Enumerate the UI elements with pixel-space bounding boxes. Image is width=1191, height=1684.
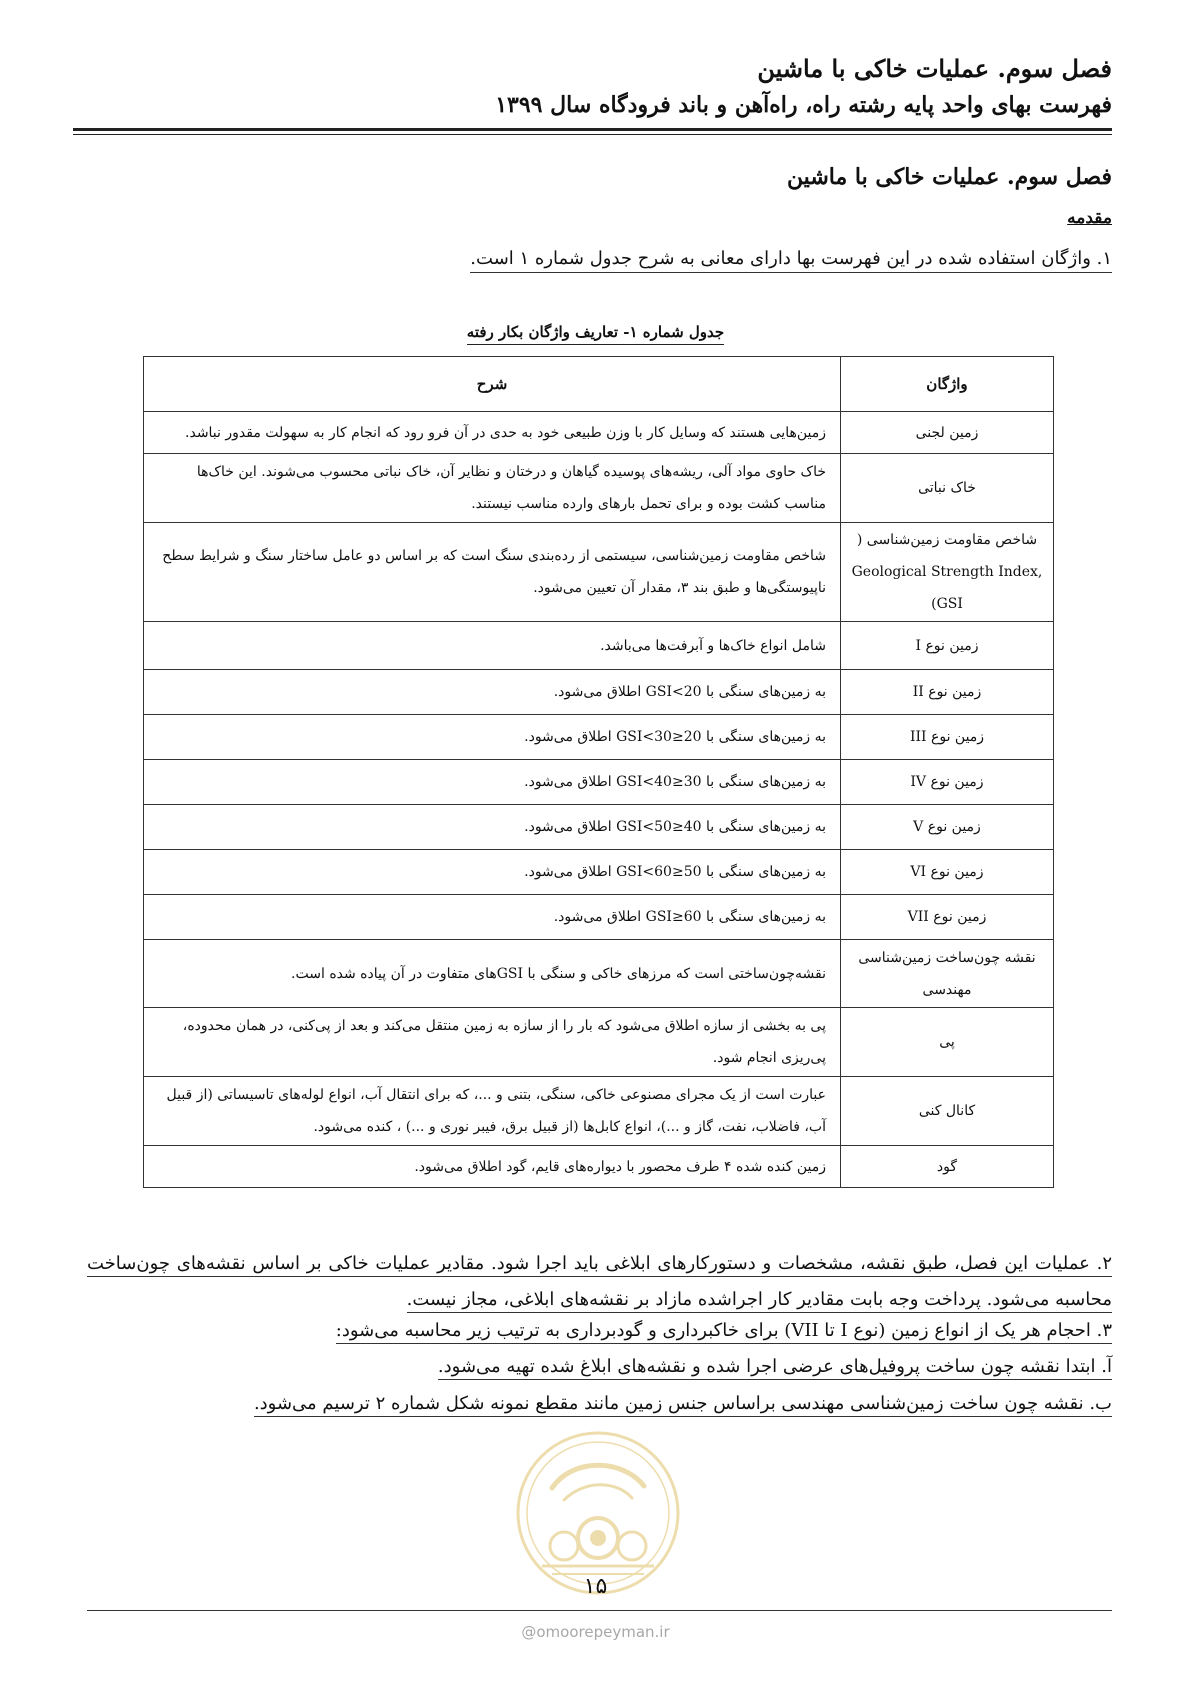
description-cell: شامل انواع خاک‌ها و آبرفت‌ها می‌باشد. — [144, 622, 841, 670]
description-cell: به زمین‌های سنگی با 60≤GSI اطلاق می‌شود. — [144, 895, 841, 940]
description-cell: به زمین‌های سنگی با GSI<20 اطلاق می‌شود. — [144, 670, 841, 715]
table-row — [144, 850, 1054, 895]
table-row — [144, 454, 1054, 523]
term-cell: زمین نوع III — [841, 715, 1054, 760]
table-row — [144, 895, 1054, 940]
header-chapter: فصل سوم. عملیات خاکی با ماشین — [757, 54, 1112, 83]
term-cell: کانال کنی — [841, 1077, 1054, 1146]
table-row — [144, 1077, 1054, 1146]
table-row — [144, 1146, 1054, 1188]
paragraph-3 — [336, 1320, 1112, 1341]
description-cell: نقشه‌چون‌ساختی است که مرزهای خاکی و سنگی با GSIهای متفاوت در آن پیاده شده است. — [144, 940, 841, 1008]
section-subtitle: مقدمه — [1067, 208, 1112, 228]
term-cell: زمین نوع IV — [841, 760, 1054, 805]
table-caption-text: جدول شماره ۱- تعاریف واژگان بکار رفته — [467, 323, 724, 345]
paragraph-1: ۱. واژگان استفاده شده در این فهرست بها دارای معانی به شرح جدول شماره ۱ است. — [470, 248, 1112, 273]
term-cell: خاک نباتی — [841, 454, 1054, 523]
term-cell: زمین نوع V — [841, 805, 1054, 850]
paragraph-2-text: ۲. عملیات این فصل، طبق نقشه، مشخصات و دستورکارهای ابلاغی باید اجرا شود. مقادیر عملیات خاکی بر اساس نقشه‌های چون‌ساخت محاسبه می‌شود. پرداخت وجه بابت مقادیر کار اجراشده مازاد بر نقشه‌های ابلاغی، مجاز نیست. — [87, 1253, 1112, 1313]
definitions-table — [143, 356, 1054, 1188]
table-row — [144, 523, 1054, 622]
term-cell: زمین نوع I — [841, 622, 1054, 670]
table-caption — [0, 323, 1191, 341]
description-cell: به زمین‌های سنگی با 50≤GSI<60 اطلاق می‌شود. — [144, 850, 841, 895]
page-number: ۱۵ — [583, 1574, 608, 1599]
table-row — [144, 760, 1054, 805]
term-cell: زمین نوع VII — [841, 895, 1054, 940]
term-cell: شاخص مقاومت زمین‌شناسی ( Geological Strength Index, GSI) — [841, 523, 1054, 622]
table-row — [144, 1008, 1054, 1077]
table-row — [144, 622, 1054, 670]
description-cell: شاخص مقاومت زمین‌شناسی، سیستمی از رده‌بندی سنگ است که بر اساس دو عامل ساختار سنگ و شرایط سطح ناپیوستگی‌ها و طبق بند ۳، مقدار آن تعیین می‌شود. — [144, 523, 841, 622]
table-row — [144, 805, 1054, 850]
paragraph-3-b — [254, 1393, 1112, 1414]
header-rule-thick — [73, 128, 1112, 131]
paragraph-3-a — [438, 1356, 1112, 1377]
term-cell: زمین نوع VI — [841, 850, 1054, 895]
term-cell: نقشه چون‌ساخت زمین‌شناسی مهندسی — [841, 940, 1054, 1008]
paragraph-2 — [87, 1246, 1112, 1318]
table-row — [144, 715, 1054, 760]
watermark-seal-icon — [512, 1428, 684, 1598]
paragraph-3-a-text: آ. ابتدا نقشه چون ساخت پروفیل‌های عرضی اجرا شده و نقشه‌های ابلاغ شده تهیه می‌شود. — [438, 1356, 1112, 1380]
description-cell: عبارت است از یک مجرای مصنوعی خاکی، سنگی، بتنی و ...، که برای انتقال آب، انواع لوله‌های تاسیساتی (از قبیل آب، فاضلاب، نفت، گاز و ...)، انواع کابل‌ها (از قبیل برق، فیبر نوری و ...) ، کنده می‌شود. — [144, 1077, 841, 1146]
header-rule-thin — [73, 134, 1112, 135]
description-cell: به زمین‌های سنگی با 30≤GSI<40 اطلاق می‌شود. — [144, 760, 841, 805]
section-title: فصل سوم. عملیات خاکی با ماشین — [786, 164, 1112, 190]
table-row — [144, 412, 1054, 454]
column-header-description: شرح — [144, 357, 841, 412]
table-row — [144, 940, 1054, 1008]
term-cell: زمین نوع II — [841, 670, 1054, 715]
description-cell: پی به بخشی از سازه اطلاق می‌شود که بار را از سازه به زمین منتقل می‌کند و بعد از پی‌کنی، در همان محدوده، پی‌ریزی انجام شود. — [144, 1008, 841, 1077]
term-cell: زمین لجنی — [841, 412, 1054, 454]
description-cell: زمین کنده شده ۴ طرف محصور با دیواره‌های قایم، گود اطلاق می‌شود. — [144, 1146, 841, 1188]
description-cell: خاک حاوی مواد آلی، ریشه‌های پوسیده گیاهان و درختان و نظایر آن، خاک نباتی محسوب می‌شوند. این خاک‌ها مناسب کشت بوده و برای تحمل بارهای وارده مناسب نیستند. — [144, 454, 841, 523]
term-cell: گود — [841, 1146, 1054, 1188]
footer-rule — [87, 1610, 1112, 1611]
table-row — [144, 670, 1054, 715]
description-cell: به زمین‌های سنگی با 20≤GSI<30 اطلاق می‌شود. — [144, 715, 841, 760]
table-header-row — [144, 357, 1054, 412]
description-cell: به زمین‌های سنگی با 40≤GSI<50 اطلاق می‌شود. — [144, 805, 841, 850]
paragraph-3-text: ۳. احجام هر یک از انواع زمین (نوع I تا VII) برای خاکبرداری و گودبرداری به ترتیب زیر محاسبه می‌شود: — [336, 1320, 1112, 1344]
footer-url: @omoorepeyman.ir — [521, 1623, 670, 1641]
description-cell: زمین‌هایی هستند که وسایل کار با وزن طبیعی خود به حدی در آن فرو رود که انجام کار به سهولت مقدور نباشد. — [144, 412, 841, 454]
column-header-term: واژگان — [841, 357, 1054, 412]
term-cell: پی — [841, 1008, 1054, 1077]
header-book-title: فهرست بهای واحد پایه رشته راه، راه‌آهن و باند فرودگاه سال ۱۳۹۹ — [495, 92, 1112, 118]
paragraph-3-b-text: ب. نقشه چون ساخت زمین‌شناسی مهندسی براساس جنس زمین مانند مقطع نمونه شکل شماره ۲ ترسیم می‌شود. — [254, 1393, 1112, 1417]
